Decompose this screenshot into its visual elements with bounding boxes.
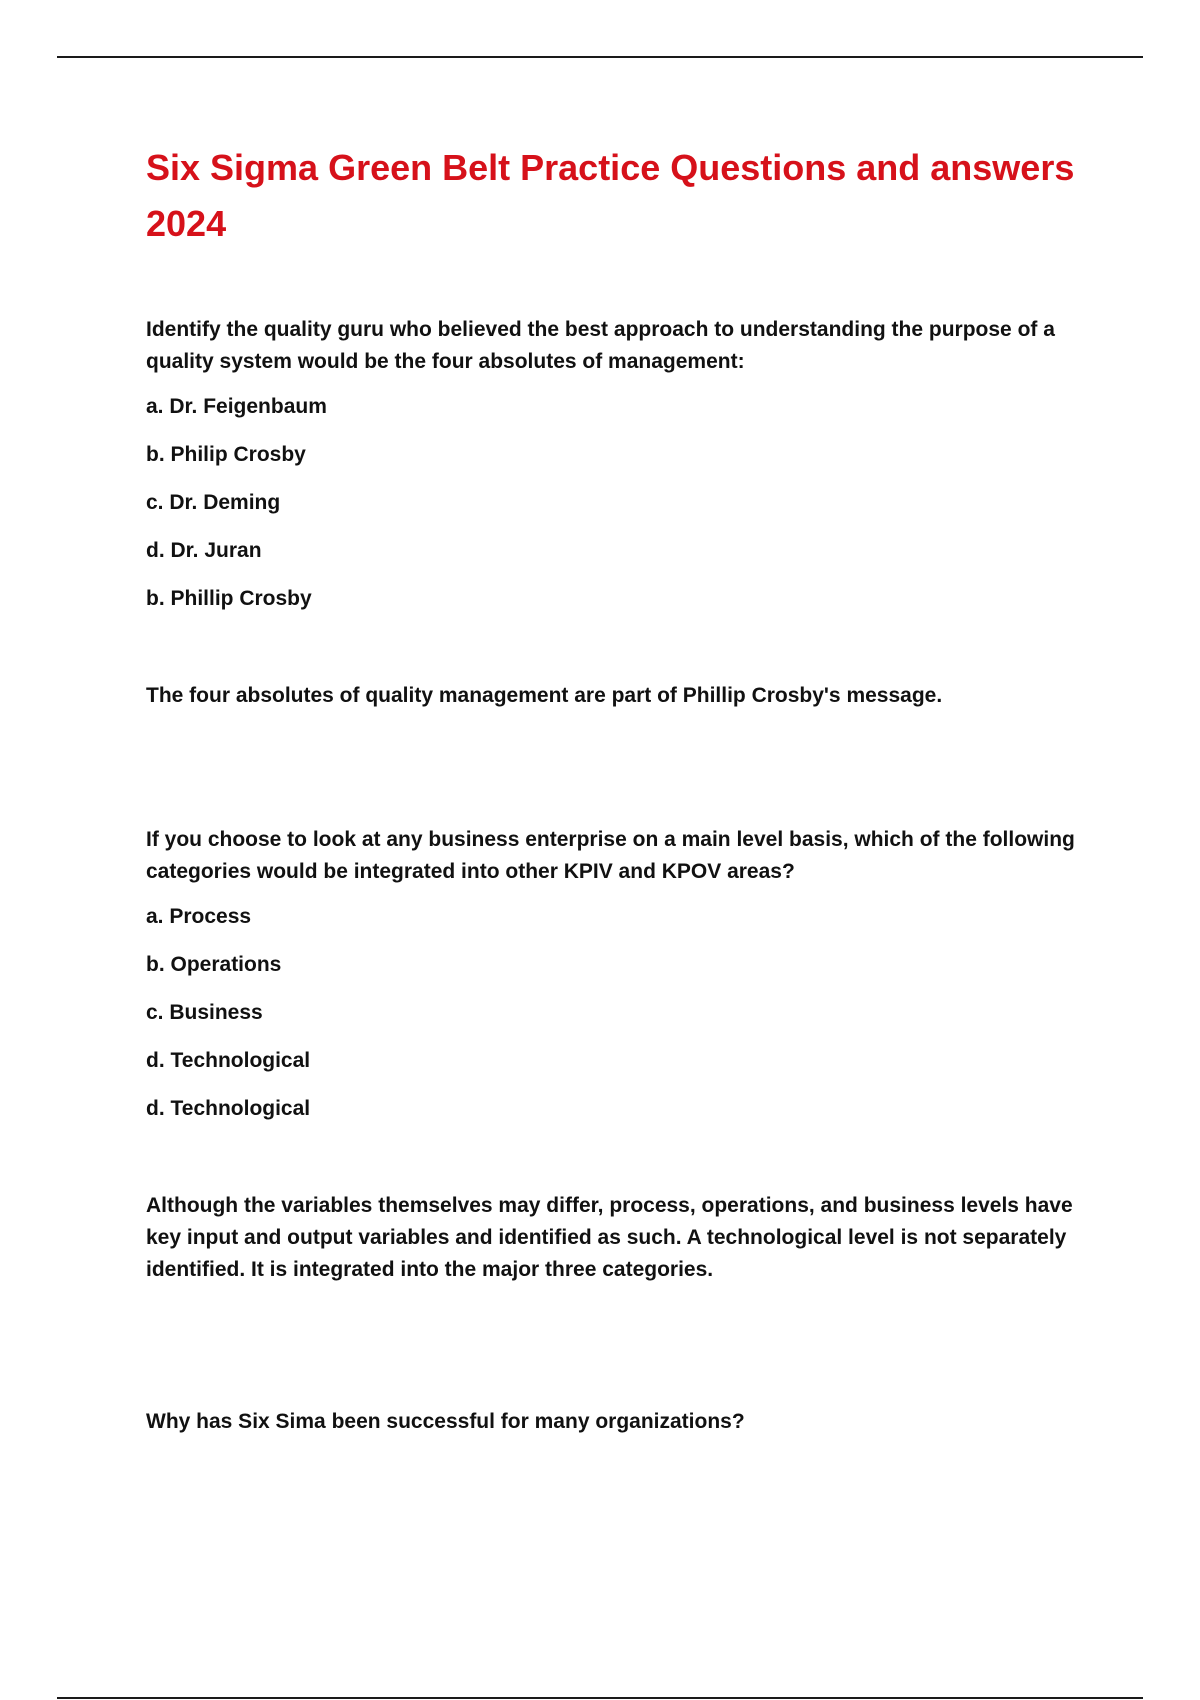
- bottom-rule: [57, 1697, 1143, 1699]
- question-1-explanation: The four absolutes of quality management are part of Phillip Crosby's message.: [146, 684, 943, 707]
- question-2-text: If you choose to look at any business enterprise on a main level basis, which of the following categories would be integrated into other KPIV and KPOV areas?: [146, 828, 1075, 883]
- question-2-option-a: a. Process: [146, 905, 252, 928]
- question-1-option-a: a. Dr. Feigenbaum: [146, 395, 327, 418]
- question-1-option-d: d. Dr. Juran: [146, 539, 262, 562]
- question-1-text: Identify the quality guru who believed the best approach to understanding the purpose of a quality system would be the four absolutes of management:: [146, 318, 1055, 373]
- question-2-option-b: b. Operations: [146, 953, 282, 976]
- document-title: Six Sigma Green Belt Practice Questions and answers 2024: [146, 147, 1075, 244]
- question-1-answer: b. Phillip Crosby: [146, 587, 312, 610]
- question-2-option-d: d. Technological: [146, 1049, 311, 1072]
- question-2-explanation: Although the variables themselves may differ, process, operations, and business levels have key input and output variables and identified as such. A technological level is not separately identified. It is integrated into the major three categories.: [146, 1194, 1073, 1281]
- question-1-option-b: b. Philip Crosby: [146, 443, 306, 466]
- question-2-answer: d. Technological: [146, 1097, 311, 1120]
- top-rule: [57, 56, 1143, 58]
- question-3-text: Why has Six Sima been successful for many organizations?: [146, 1410, 745, 1433]
- question-2-option-c: c. Business: [146, 1001, 263, 1024]
- document-body: [146, 140, 1086, 1438]
- question-1-option-c: c. Dr. Deming: [146, 491, 281, 514]
